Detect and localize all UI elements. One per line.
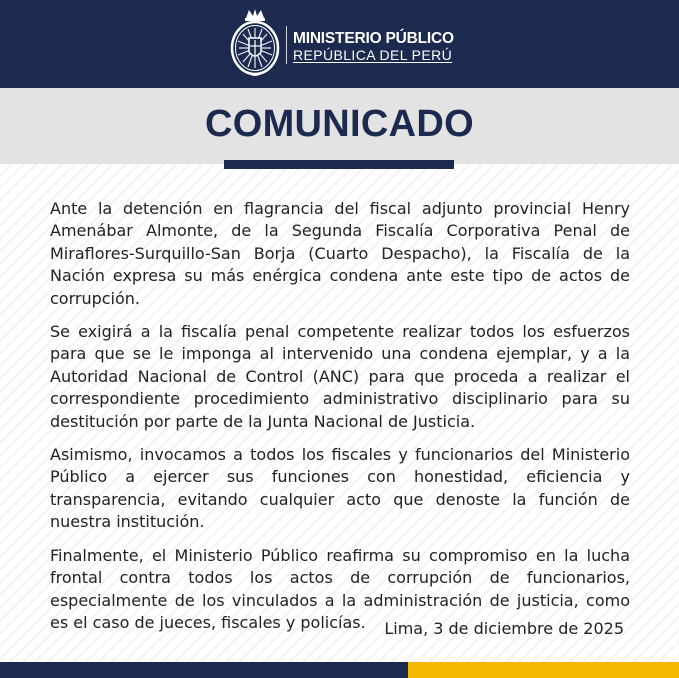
paragraph: Se exigirá a la fiscalía penal competente realizar todos los esfuerzos para que se le imponga al intervenido una condena ejemplar, y a la Autoridad Nacional de Control (ANC) para que proceda a realizar el correspondiente procedimiento administrativo disciplinario para su destitución por parte de la Junta Nacional de Justicia. bbox=[50, 322, 630, 431]
brand-subtitle: REPÚBLICA DEL PERÚ bbox=[293, 47, 453, 63]
brand-divider bbox=[286, 26, 287, 64]
title-underline-bar bbox=[224, 160, 454, 169]
communique-body bbox=[50, 198, 630, 645]
header-bar bbox=[0, 0, 679, 88]
paragraph: Ante la detención en flagrancia del fiscal adjunto provincial Henry Amenábar Almonte, de la Segunda Fiscalía Corporativa Penal de Miraflores-Surquillo-San Borja (Cuarto Despacho), la Fiscalía de la Nación expresa su más enérgica condena ante este tipo de actos de corrupción. bbox=[50, 199, 630, 308]
place-date: Lima, 3 de diciembre de 2025 bbox=[384, 619, 624, 638]
footer-gold-stripe bbox=[408, 662, 679, 678]
page-title: COMUNICADO bbox=[205, 103, 474, 145]
paragraph: Asimismo, invocamos a todos los fiscales y funcionarios del Ministerio Público a ejercer sus funciones con honestidad, eficiencia y transparencia, evitando cualquier acto que denoste la función de nuestra institución. bbox=[50, 445, 630, 532]
footer-navy-stripe bbox=[0, 662, 408, 678]
brand-title: MINISTERIO PÚBLICO bbox=[293, 30, 454, 47]
national-seal-icon bbox=[229, 8, 281, 80]
paragraph: Finalmente, el Ministerio Público reafirma su compromiso en la lucha frontal contra todos los actos de corrupción de funcionarios, especialmente de los vinculados a la administración de justicia, como es el caso de jueces, fiscales y policías. bbox=[50, 545, 630, 632]
